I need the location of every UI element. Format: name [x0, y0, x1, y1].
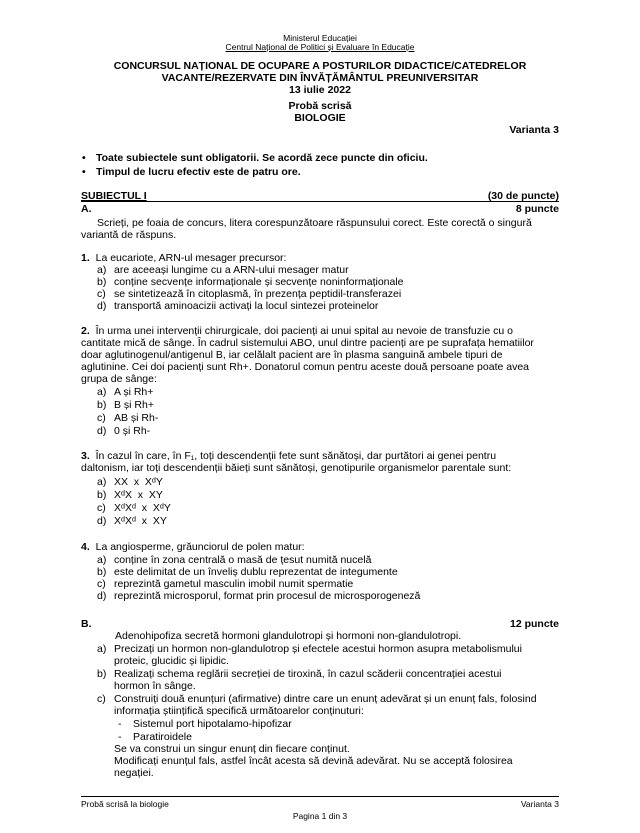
center-name: Centrul Național de Politici și Evaluare în Educație [225, 42, 415, 52]
question-2-line: doar aglutinogenul/antigenul B, iar celălalt pacient are în plasma sanguină ambele tipuri de [81, 349, 503, 361]
content-item: - Sistemul port hipotalamo-hipofizar [118, 718, 292, 730]
part-b-item-b-cont: hormon în sânge. [114, 680, 196, 692]
exam-subject: BIOLOGIE [294, 112, 346, 124]
q1-option-b: b) conține secvențe informaționale și secvențe noninformaționale [97, 276, 404, 288]
question-3: 3. În cazul în care, în F₁, toți descendenții fete sunt sănătoși, dar purtători ai genei pentru [81, 450, 497, 462]
title-line-1: CONCURSUL NAȚIONAL DE OCUPARE A POSTURILOR DIDACTICE/CATEDRELOR [113, 60, 527, 72]
divider [81, 201, 559, 202]
part-b-intro: Adenohipofiza secretă hormoni glandulotropi și hormoni non-glandulotropi. [115, 630, 462, 642]
question-2: 2. În urma unei intervenții chirurgicale, doi pacienți ai unui spital au nevoie de transfuzie cu o [81, 325, 513, 337]
question-2-line: aglutinine. Cei doi pacienți sunt Rh+. Donatorul comun pentru aceste două persoane poate avea [81, 361, 530, 373]
question-4: 4. La angiosperme, grăunciorul de polen matur: [81, 541, 305, 553]
exam-type: Probă scrisă [288, 100, 352, 112]
q2-option-d: d) 0 și Rh- [97, 425, 151, 437]
part-b-item-a: a) Precizați un hormon non-glandulotrop și efectele acestui hormon asupra metabolismului [97, 643, 522, 655]
q1-option-d: d) transportă aminoacizii activați la locul sintezei proteinelor [97, 300, 379, 312]
q3-option-d: d) XᵈXᵈ x XY [97, 515, 167, 527]
part-b-item-c-cont: informația științifică specifică următoarelor conținuturi: [114, 705, 364, 717]
q4-option-d: d) reprezintă microsporul, format prin procesul de microsporogeneză [97, 590, 421, 602]
part-a-intro-cont: variantă de răspuns. [81, 229, 177, 241]
q4-option-b: b) este delimitat de un înveliș dublu reprezentat de integumente [97, 566, 398, 578]
part-b-note: Modificați enunțul fals, astfel încât acesta să devină adevărat. Nu se acceptă folosirea [114, 755, 513, 767]
q4-option-a: a) conține în zona centrală o masă de țesut numită nucelă [97, 554, 372, 566]
subiect-points: (30 de puncte) [487, 190, 559, 202]
content-item: - Paratiroidele [118, 731, 192, 743]
part-b-item-a-cont: proteic, glucidic și lipidic. [114, 655, 229, 667]
question-2-line: grupa de sânge: [81, 373, 157, 385]
question-2-line: cantitate mică de sânge. În cadrul sistemului ABO, unul dintre pacienți are pe suprafața hematiilor [81, 337, 534, 349]
footer-right: Varianta 3 [520, 799, 559, 809]
part-a-intro: Scrieți, pe foaia de concurs, litera corespunzătoare răspunsului corect. Este corectă o singură [97, 217, 532, 229]
part-b-note: Se va construi un singur enunț din fiecare conținut. [114, 743, 350, 755]
q2-option-a: a) A și Rh+ [97, 386, 154, 398]
instruction-item: • Timpul de lucru efectiv este de patru ore. [82, 166, 301, 178]
q2-option-b: b) B și Rh+ [97, 399, 154, 411]
part-b-item-b: b) Realizați schema reglării secreției de tiroxină, în cazul scăderii concentrației acestui [97, 668, 502, 680]
subiect-title: SUBIECTUL I [81, 190, 147, 202]
q2-option-c: c) AB și Rh- [97, 412, 159, 424]
q4-option-c: c) reprezintă gametul masculin imobil numit spermatie [97, 578, 354, 590]
part-b-points: 12 puncte [509, 618, 559, 630]
instructions-list [82, 151, 562, 179]
q3-option-b: b) XᵈX x XY [97, 489, 163, 501]
q3-option-a: a) XX x XᵈY [97, 476, 163, 488]
footer-left: Probă scrisă la biologie [81, 799, 169, 809]
title-line-2: VACANTE/REZERVATE DIN ÎNVĂȚĂMÂNTUL PREUNIVERSITAR [161, 72, 479, 84]
exam-date: 13 iulie 2022 [289, 84, 351, 96]
page-number: Pagina 1 din 3 [292, 811, 348, 821]
footer-divider [81, 796, 559, 797]
part-b-label: B. [81, 618, 92, 630]
instruction-item: • Toate subiectele sunt obligatorii. Se acordă zece puncte din oficiu. [82, 152, 428, 164]
question-1: 1. La eucariote, ARN-ul mesager precursor: [81, 252, 287, 264]
part-b-note: negației. [114, 767, 154, 779]
part-a-points: 8 puncte [515, 203, 559, 215]
q1-option-c: c) se sintetizează în citoplasmă, în prezența peptidil-transferazei [97, 288, 402, 300]
q1-option-a: a) are aceeași lungime cu a ARN-ului mesager matur [97, 264, 349, 276]
part-a-label: A. [81, 203, 92, 215]
q3-option-c: c) XᵈXᵈ x XᵈY [97, 502, 171, 514]
variant-label: Varianta 3 [509, 124, 559, 136]
question-3-line: daltonism, iar toți descendenții băieți sunt sănătoși, genotipurile organismelor parentale sunt: [81, 462, 512, 474]
ministry-name: Ministerul Educației [283, 33, 357, 43]
part-b-item-c: c) Construiți două enunțuri (afirmative) dintre care un enunț adevărat și un enunț fals, folosind [97, 693, 537, 705]
